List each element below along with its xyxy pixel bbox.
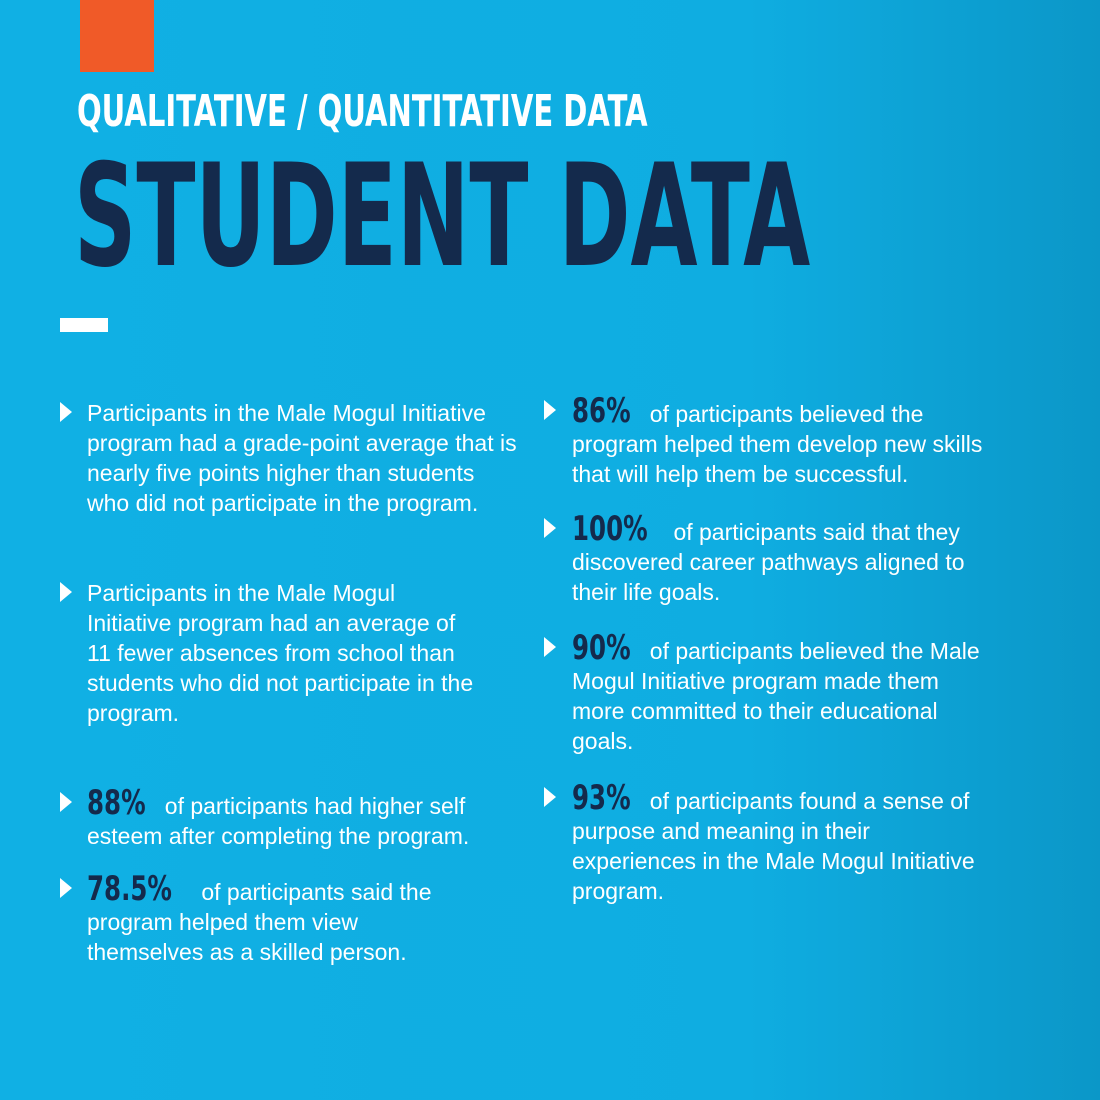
- page-title: STUDENT DATA: [74, 134, 811, 299]
- bullet-arrow-icon: [60, 582, 72, 602]
- list-item-text: Participants in the Male Mogul Initiative program had an average of 11 fewer absences from school than students who did not participate in the program.: [87, 580, 474, 726]
- list-item-self-esteem: [60, 783, 505, 851]
- list-item-absences: [60, 578, 485, 728]
- bullet-arrow-icon: [544, 400, 556, 420]
- stat-value: 88%: [87, 783, 146, 823]
- list-item-text: of participants believed the program helped them develop new skills that will help them be successful.: [572, 401, 983, 487]
- list-item-text: of participants had higher self esteem after completing the program.: [87, 793, 470, 849]
- accent-block: [80, 0, 154, 72]
- bullet-arrow-icon: [544, 518, 556, 538]
- list-item-text: Participants in the Male Mogul Initiative program had a grade-point average that is nearly five points higher than students who did not participate in the program.: [87, 400, 517, 516]
- stat-value: 93%: [572, 778, 631, 818]
- stat-value: 90%: [572, 628, 631, 668]
- list-item-text: of participants believed the Male Mogul Initiative program made them more committed to their educational goals.: [572, 638, 980, 754]
- bullet-arrow-icon: [60, 792, 72, 812]
- list-item-text: of participants found a sense of purpose and meaning in their experiences in the Male Mogul Initiative program.: [572, 788, 975, 904]
- stat-value: 78.5%: [87, 869, 172, 909]
- bullet-arrow-icon: [544, 637, 556, 657]
- list-item-purpose: [544, 778, 994, 906]
- page-subtitle: QUALITATIVE / QUANTITATIVE DATA: [77, 86, 648, 137]
- list-item-career-pathways: [544, 509, 984, 607]
- list-item-new-skills: [544, 391, 1014, 489]
- title-divider: [60, 318, 108, 332]
- list-item-gpa: [60, 398, 520, 518]
- list-item-committed: [544, 628, 994, 756]
- bullet-arrow-icon: [60, 402, 72, 422]
- list-item-text: of participants said that they discovered career pathways aligned to their life goals.: [572, 519, 965, 605]
- bullet-arrow-icon: [60, 878, 72, 898]
- bullet-arrow-icon: [544, 787, 556, 807]
- list-item-text: of participants said the program helped them view themselves as a skilled person.: [87, 879, 432, 965]
- stat-value: 100%: [572, 509, 648, 549]
- stat-value: 86%: [572, 391, 631, 431]
- list-item-skilled-person: [60, 869, 460, 967]
